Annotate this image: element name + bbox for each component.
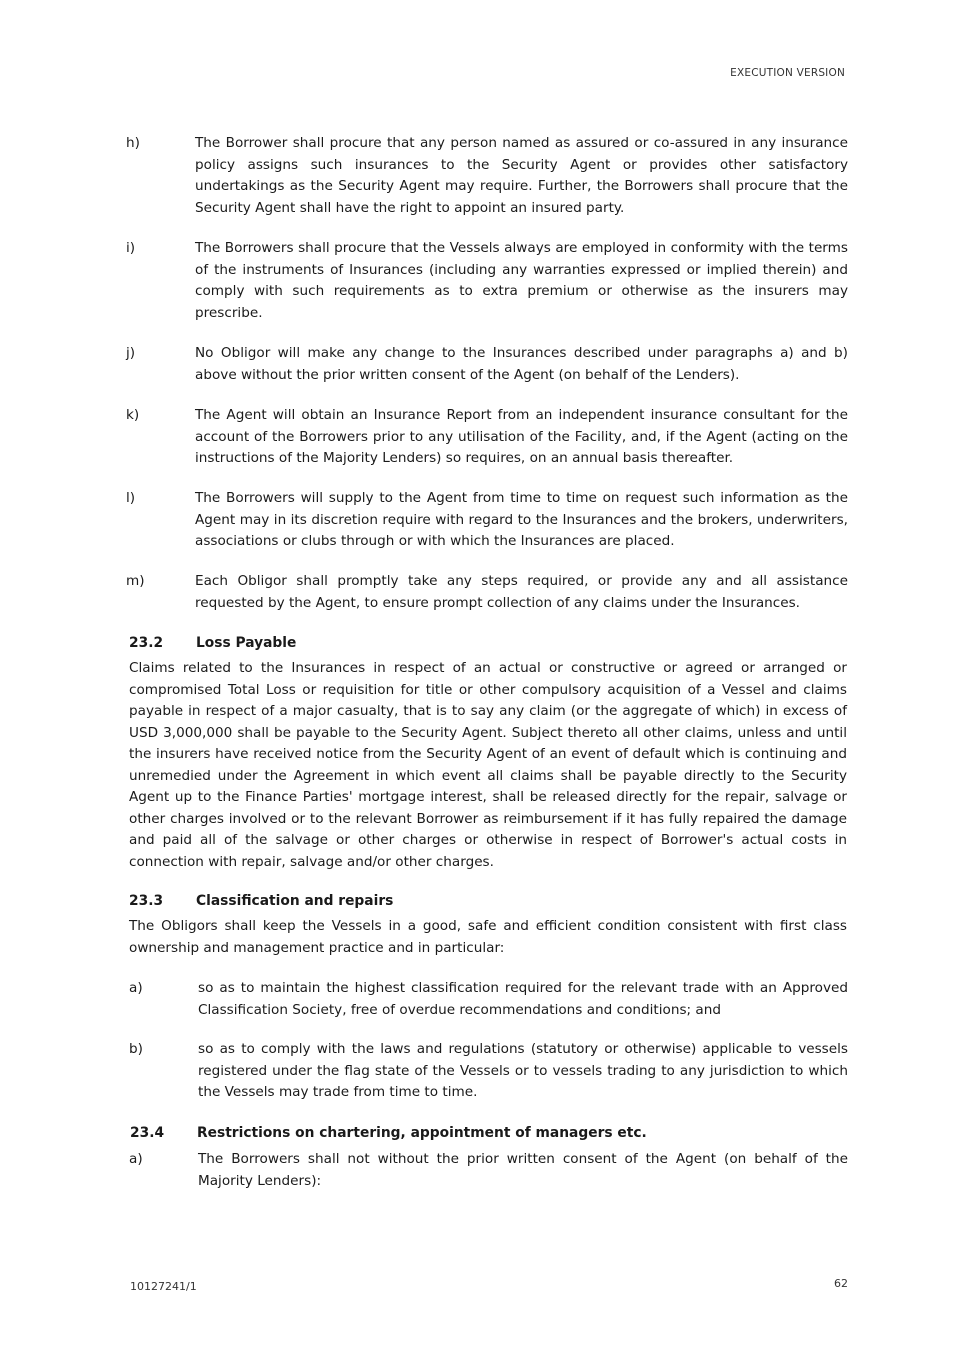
clause-item-a (129, 978, 848, 1021)
section-heading-23-4 (130, 1125, 647, 1141)
clause-item-k (126, 405, 848, 470)
document-id: 10127241/1 (130, 1280, 197, 1293)
item-label: h) (126, 135, 140, 151)
item-label: a) (129, 1151, 143, 1167)
item-text: The Agent will obtain an Insurance Report from an independent insurance consultant for the account of the Borrowers prior to any utilisation of the Facility, and, if the Agent (acting on the instructions of the Majority Lenders) so requires, on an annual basis thereafter. (195, 407, 848, 466)
item-text: The Borrowers shall procure that the Vessels always are employed in conformity with the terms of the instruments of Insurances (including any warranties expressed or implied therein) and comply with such requirements as to extra premium or otherwise as the insurers may prescribe. (195, 240, 848, 321)
classification-paragraph: The Obligors shall keep the Vessels in a good, safe and efficient condition consistent with first class ownership and management practice and in particular: (129, 918, 847, 956)
item-label: k) (126, 407, 140, 423)
item-text: The Borrowers shall not without the prior written consent of the Agent (on behalf of the Majority Lenders): (198, 1151, 848, 1189)
item-label: j) (126, 345, 136, 361)
item-text: The Borrower shall procure that any person named as assured or co-assured in any insurance policy assigns such insurances to the Security Agent or provides other satisfactory undertakings as the Security Agent may require. Further, the Borrowers shall procure that the Security Agent shall have the right to appoint an insured party. (195, 135, 848, 216)
section-heading-23-3 (129, 893, 393, 909)
clause-item-h (126, 133, 848, 219)
item-label: l) (126, 490, 136, 506)
item-text: No Obligor will make any change to the Insurances described under paragraphs a) and b) above without the prior written consent of the Agent (on behalf of the Lenders). (195, 345, 848, 383)
item-label: m) (126, 573, 145, 589)
clause-item-l (126, 488, 848, 553)
section-number: 23.3 (129, 893, 164, 909)
section-heading-23-2 (129, 635, 296, 651)
item-label: a) (129, 980, 143, 996)
item-text: so as to comply with the laws and regulations (statutory or otherwise) applicable to vessels registered under the flag state of the Vessels or to vessels trading to any jurisdiction to which the Vessels may trade from time to time. (198, 1041, 848, 1100)
section-title: Restrictions on chartering, appointment of managers etc. (197, 1125, 647, 1141)
section-number: 23.4 (130, 1125, 165, 1141)
page-number: 62 (834, 1277, 848, 1290)
clause-item-m (126, 571, 848, 614)
item-text: The Borrowers will supply to the Agent from time to time on request such information as the Agent may in its discretion require with regard to the Insurances and the brokers, underwriters, associations or clubs through or with which the Insurances are placed. (195, 490, 848, 549)
loss-payable-paragraph: Claims related to the Insurances in respect of an actual or constructive or agreed or arranged or compromised Total Loss or requisition for title or other compulsory acquisition of a Vessel and claims payable in respect of a major casualty, that is to say any claim (or the aggregate of which) in excess of USD 3,000,000 shall be payable to the Security Agent. Subject thereto all other claims, unless and until the insurers have received notice from the Security Agent of an event of default which is continuing and unremedied under the Agreement in which event all claims shall be payable directly to the Security Agent up to the Finance Parties' mortgage interest, shall be released directly for the repair, salvage or other charges involved or to the relevant Borrower as reimbursement if it has fully repaired the damage and paid all of the salvage or other charges or otherwise in respect of Borrower's actual costs in connection with repair, salvage and/or other charges. (129, 660, 847, 870)
section-number: 23.2 (129, 635, 164, 651)
section-title: Classification and repairs (196, 893, 394, 909)
clause-item-j (126, 343, 848, 386)
item-label: b) (129, 1041, 143, 1057)
item-text: Each Obligor shall promptly take any steps required, or provide any and all assistance requested by the Agent, to ensure prompt collection of any claims under the Insurances. (195, 573, 848, 611)
clause-item-i (126, 238, 848, 324)
item-label: i) (126, 240, 136, 256)
clause-item-restrictions-a (129, 1149, 848, 1192)
section-title: Loss Payable (196, 635, 297, 651)
item-text: so as to maintain the highest classification required for the relevant trade with an Approved Classification Society, free of overdue recommendations and conditions; and (198, 980, 848, 1018)
clause-item-b (129, 1039, 848, 1104)
execution-version-header: EXECUTION VERSION (730, 67, 845, 79)
